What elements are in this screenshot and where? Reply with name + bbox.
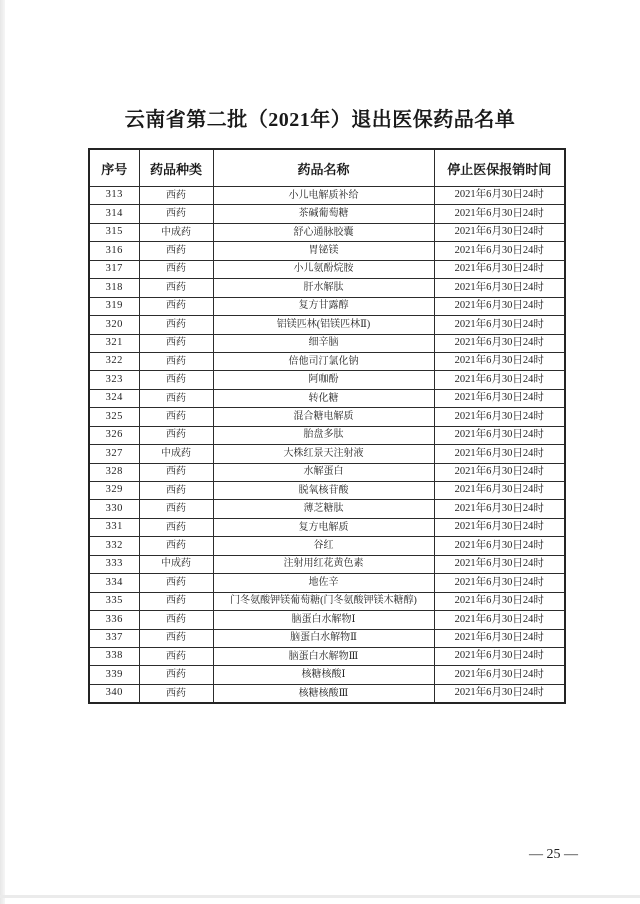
table-row — [89, 389, 565, 407]
cell-name: 谷红 — [213, 537, 434, 555]
cell-time: 2021年6月30日24时 — [434, 666, 565, 684]
header-drug-category: 药品种类 — [139, 149, 213, 187]
cell-no: 319 — [89, 297, 139, 315]
cell-category: 中成药 — [139, 223, 213, 241]
cell-category: 西药 — [139, 574, 213, 592]
table-row — [89, 279, 565, 297]
table-row — [89, 518, 565, 536]
table-row — [89, 611, 565, 629]
header-stop-reimbursement-time: 停止医保报销时间 — [434, 149, 565, 187]
cell-no: 320 — [89, 316, 139, 334]
header-row — [89, 149, 565, 187]
cell-no: 340 — [89, 684, 139, 703]
cell-name: 薄芝糖肽 — [213, 500, 434, 518]
table-row — [89, 500, 565, 518]
cell-time: 2021年6月30日24时 — [434, 371, 565, 389]
cell-category: 西药 — [139, 684, 213, 703]
cell-time: 2021年6月30日24时 — [434, 260, 565, 278]
cell-time: 2021年6月30日24时 — [434, 537, 565, 555]
cell-category: 中成药 — [139, 555, 213, 573]
header-serial-number: 序号 — [89, 149, 139, 187]
page-title: 云南省第二批（2021年）退出医保药品名单 — [124, 109, 516, 131]
table-row — [89, 629, 565, 647]
cell-no: 332 — [89, 537, 139, 555]
cell-name: 大株红景天注射液 — [213, 445, 434, 463]
table-body — [89, 187, 565, 704]
cell-category: 西药 — [139, 297, 213, 315]
cell-time: 2021年6月30日24时 — [434, 629, 565, 647]
cell-category: 中成药 — [139, 445, 213, 463]
cell-no: 315 — [89, 223, 139, 241]
cell-time: 2021年6月30日24时 — [434, 187, 565, 205]
cell-name: 核糖核酸Ⅲ — [213, 684, 434, 703]
cell-category: 西药 — [139, 611, 213, 629]
cell-category: 西药 — [139, 666, 213, 684]
cell-name: 小儿电解质补给 — [213, 187, 434, 205]
cell-time: 2021年6月30日24时 — [434, 316, 565, 334]
cell-no: 326 — [89, 426, 139, 444]
cell-no: 323 — [89, 371, 139, 389]
cell-category: 西药 — [139, 500, 213, 518]
table-row — [89, 316, 565, 334]
cell-no: 339 — [89, 666, 139, 684]
drug-table — [88, 148, 566, 704]
cell-no: 313 — [89, 187, 139, 205]
cell-name: 茶碱葡萄糖 — [213, 205, 434, 223]
cell-category: 西药 — [139, 316, 213, 334]
cell-time: 2021年6月30日24时 — [434, 205, 565, 223]
cell-name: 水解蛋白 — [213, 463, 434, 481]
cell-no: 331 — [89, 518, 139, 536]
cell-no: 317 — [89, 260, 139, 278]
cell-no: 333 — [89, 555, 139, 573]
cell-time: 2021年6月30日24时 — [434, 647, 565, 665]
table-row — [89, 555, 565, 573]
cell-name: 脑蛋白水解物Ⅱ — [213, 629, 434, 647]
cell-no: 316 — [89, 242, 139, 260]
cell-no: 324 — [89, 389, 139, 407]
cell-time: 2021年6月30日24时 — [434, 334, 565, 352]
table-row — [89, 260, 565, 278]
cell-name: 复方甘露醇 — [213, 297, 434, 315]
cell-no: 330 — [89, 500, 139, 518]
table-row — [89, 334, 565, 352]
cell-name: 小儿氨酚烷胺 — [213, 260, 434, 278]
cell-category: 西药 — [139, 592, 213, 610]
table-row — [89, 223, 565, 241]
cell-no: 328 — [89, 463, 139, 481]
scan-edge-bottom — [0, 895, 640, 898]
cell-name: 细辛脑 — [213, 334, 434, 352]
table-row — [89, 647, 565, 665]
table-row — [89, 537, 565, 555]
cell-no: 321 — [89, 334, 139, 352]
cell-time: 2021年6月30日24时 — [434, 684, 565, 703]
cell-name: 门冬氨酸钾镁葡萄糖(门冬氨酸钾镁木糖醇) — [213, 592, 434, 610]
cell-time: 2021年6月30日24时 — [434, 426, 565, 444]
cell-time: 2021年6月30日24时 — [434, 223, 565, 241]
cell-category: 西药 — [139, 389, 213, 407]
cell-category: 西药 — [139, 537, 213, 555]
cell-category: 西药 — [139, 647, 213, 665]
cell-no: 335 — [89, 592, 139, 610]
table-row — [89, 574, 565, 592]
cell-time: 2021年6月30日24时 — [434, 592, 565, 610]
table-row — [89, 463, 565, 481]
cell-time: 2021年6月30日24时 — [434, 297, 565, 315]
table-row — [89, 666, 565, 684]
cell-time: 2021年6月30日24时 — [434, 389, 565, 407]
table-row — [89, 352, 565, 370]
scan-edge-left — [0, 0, 5, 904]
cell-name: 脱氧核苷酸 — [213, 482, 434, 500]
cell-time: 2021年6月30日24时 — [434, 242, 565, 260]
cell-no: 336 — [89, 611, 139, 629]
table-row — [89, 242, 565, 260]
cell-time: 2021年6月30日24时 — [434, 611, 565, 629]
cell-category: 西药 — [139, 279, 213, 297]
cell-category: 西药 — [139, 408, 213, 426]
table-row — [89, 684, 565, 703]
cell-name: 倍他司汀氯化钠 — [213, 352, 434, 370]
cell-category: 西药 — [139, 463, 213, 481]
cell-name: 混合糖电解质 — [213, 408, 434, 426]
table-row — [89, 426, 565, 444]
cell-category: 西药 — [139, 629, 213, 647]
cell-no: 334 — [89, 574, 139, 592]
cell-no: 325 — [89, 408, 139, 426]
table-header — [89, 149, 565, 187]
cell-category: 西药 — [139, 352, 213, 370]
cell-name: 铝镁匹林(铝镁匹林Ⅱ) — [213, 316, 434, 334]
table-row — [89, 205, 565, 223]
cell-category: 西药 — [139, 205, 213, 223]
cell-time: 2021年6月30日24时 — [434, 352, 565, 370]
cell-time: 2021年6月30日24时 — [434, 445, 565, 463]
cell-category: 西药 — [139, 518, 213, 536]
cell-no: 329 — [89, 482, 139, 500]
cell-category: 西药 — [139, 187, 213, 205]
cell-name: 肝水解肽 — [213, 279, 434, 297]
cell-no: 337 — [89, 629, 139, 647]
cell-name: 胃铋镁 — [213, 242, 434, 260]
cell-name: 复方电解质 — [213, 518, 434, 536]
cell-category: 西药 — [139, 482, 213, 500]
table-row — [89, 408, 565, 426]
cell-name: 脑蛋白水解物Ⅰ — [213, 611, 434, 629]
cell-name: 核糖核酸Ⅰ — [213, 666, 434, 684]
cell-time: 2021年6月30日24时 — [434, 482, 565, 500]
cell-no: 314 — [89, 205, 139, 223]
cell-name: 阿咖酚 — [213, 371, 434, 389]
cell-category: 西药 — [139, 242, 213, 260]
cell-category: 西药 — [139, 334, 213, 352]
cell-time: 2021年6月30日24时 — [434, 555, 565, 573]
table-row — [89, 592, 565, 610]
table-row — [89, 445, 565, 463]
header-drug-name: 药品名称 — [213, 149, 434, 187]
cell-name: 脑蛋白水解物Ⅲ — [213, 647, 434, 665]
cell-time: 2021年6月30日24时 — [434, 408, 565, 426]
cell-name: 地佐辛 — [213, 574, 434, 592]
cell-name: 转化糖 — [213, 389, 434, 407]
table-row — [89, 482, 565, 500]
cell-no: 327 — [89, 445, 139, 463]
cell-time: 2021年6月30日24时 — [434, 518, 565, 536]
cell-category: 西药 — [139, 371, 213, 389]
cell-no: 338 — [89, 647, 139, 665]
table-row — [89, 371, 565, 389]
cell-name: 胎盘多肽 — [213, 426, 434, 444]
cell-no: 318 — [89, 279, 139, 297]
cell-time: 2021年6月30日24时 — [434, 279, 565, 297]
table-row — [89, 297, 565, 315]
cell-name: 舒心通脉胶囊 — [213, 223, 434, 241]
cell-time: 2021年6月30日24时 — [434, 500, 565, 518]
table-row — [89, 187, 565, 205]
cell-no: 322 — [89, 352, 139, 370]
cell-category: 西药 — [139, 426, 213, 444]
cell-time: 2021年6月30日24时 — [434, 574, 565, 592]
cell-time: 2021年6月30日24时 — [434, 463, 565, 481]
cell-name: 注射用红花黄色素 — [213, 555, 434, 573]
cell-category: 西药 — [139, 260, 213, 278]
page-number: — 25 — — [529, 847, 578, 862]
